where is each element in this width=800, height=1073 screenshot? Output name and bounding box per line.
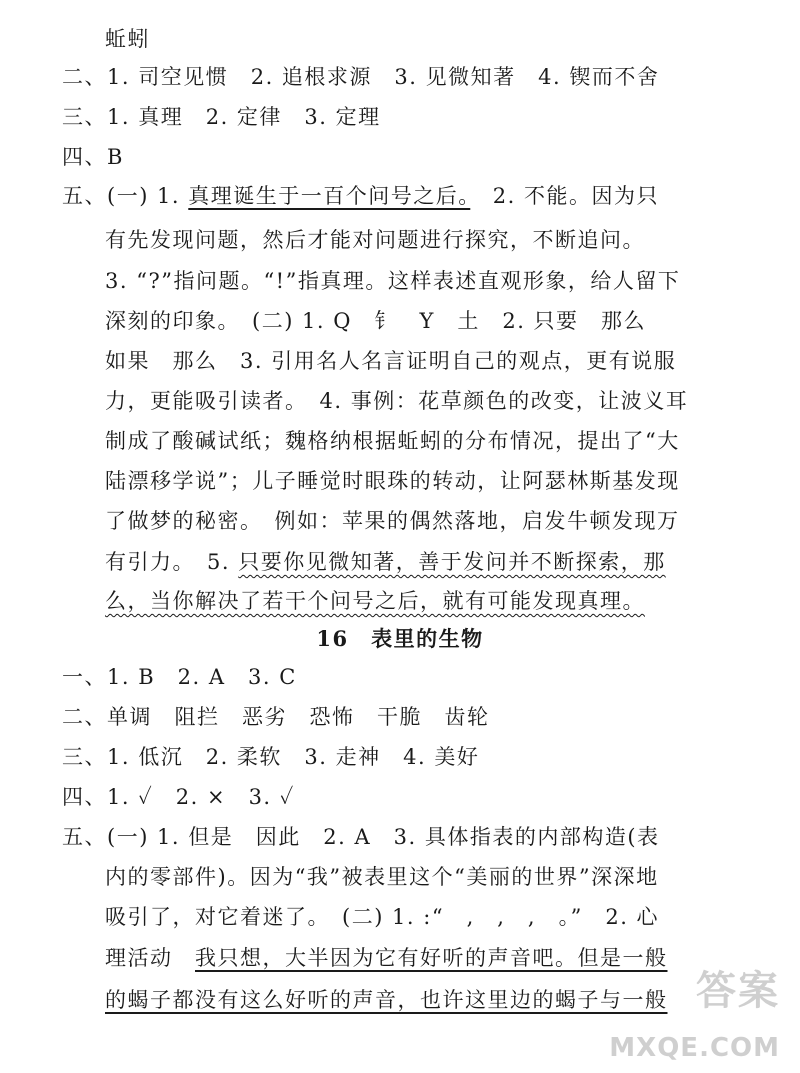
answer-line xyxy=(62,822,660,852)
answer-text: 深刻的印象。 (二) 1. Q 钅 Y 土 2. 只要 那么 xyxy=(105,309,647,333)
answer-line xyxy=(105,225,645,255)
answer-text: 一、1. B 2. A 3. C xyxy=(62,665,297,689)
answer-line xyxy=(105,586,645,616)
answer-text: 陆漂移学说”；儿子睡觉时眼珠的转动，让阿瑟林斯基发现 xyxy=(105,469,680,493)
answer-text: 理活动 xyxy=(105,946,195,970)
answer-line xyxy=(105,266,680,296)
answer-line xyxy=(62,742,479,772)
answer-line xyxy=(62,702,490,732)
answer-text: 四、1. ✓ 2. × 3. ✓ xyxy=(62,785,295,809)
answer-text: 有先发现问题，然后才能对问题进行探究，不断追问。 xyxy=(105,228,645,252)
underlined-answer: 的蝎子都没有这么好听的声音，也许这里边的蝎子与一般 xyxy=(105,988,668,1012)
answer-line xyxy=(105,862,659,892)
watermark-text: 答案 xyxy=(696,968,780,1014)
answer-text: 3. “?”指问题。“!”指真理。这样表述直观形象，给人留下 xyxy=(105,269,681,293)
answer-line xyxy=(105,306,646,336)
answer-text: 如果 那么 3. 引用名人名言证明自己的观点，更有说服 xyxy=(105,349,677,373)
watermark-url: MXQE.COM xyxy=(609,1033,780,1063)
answer-line xyxy=(62,142,124,172)
answer-line xyxy=(105,902,659,932)
answer-line xyxy=(105,386,688,416)
answer-text: 力，更能吸引读者。 4. 事例：花草颜色的改变，让波义耳 xyxy=(105,389,689,413)
underlined-answer: 真理诞生于一百个问号之后。 xyxy=(188,184,471,208)
underlined-answer: 只要你见微知著，善于发问并不断探索，那 xyxy=(238,550,666,574)
answer-text: 二、单调 阻拦 恶劣 恐怖 干脆 齿轮 xyxy=(62,705,490,729)
answer-line xyxy=(105,547,666,577)
answer-line xyxy=(62,62,659,92)
answer-line xyxy=(62,782,295,812)
answer-text: 三、1. 真理 2. 定律 3. 定理 xyxy=(62,105,381,129)
answer-text: 制成了酸碱试纸；魏格纳根据蚯蚓的分布情况，提出了“大 xyxy=(105,429,680,453)
answer-line xyxy=(105,943,668,973)
section-heading: 16 表里的生物 xyxy=(316,626,484,651)
watermark-logo xyxy=(590,959,780,1069)
answer-text: 五、(一) 1. xyxy=(62,184,189,208)
answer-line xyxy=(105,506,680,536)
answer-line xyxy=(105,466,680,496)
answer-text: 三、1. 低沉 2. 柔软 3. 走神 4. 美好 xyxy=(62,745,480,769)
answer-text: 五、(一) 1. 但是 因此 2. A 3. 具体指表的内部构造(表 xyxy=(62,825,660,849)
answer-text: 二、1. 司空见惯 2. 追根求源 3. 见微知著 4. 锲而不舍 xyxy=(62,65,660,89)
answer-text: 蚯蚓 xyxy=(105,27,150,51)
underlined-answer: 么，当你解决了若干个问号之后，就有可能发现真理。 xyxy=(105,589,645,613)
answer-line xyxy=(62,662,297,692)
answer-line xyxy=(105,24,150,54)
underlined-answer: 我只想，大半因为它有好听的声音吧。但是一般 xyxy=(195,946,668,970)
answer-text: 四、B xyxy=(62,145,124,169)
answer-text: 2. 不能。因为只 xyxy=(470,184,659,208)
answer-text: 了做梦的秘密。 例如：苹果的偶然落地，启发牛顿发现万 xyxy=(105,509,680,533)
answer-text: 有引力。 5. xyxy=(105,550,239,574)
answer-line xyxy=(62,102,381,132)
answer-text: 吸引了，对它着迷了。 (二) 1. :“ , , , 。” 2. 心 xyxy=(105,905,660,929)
answer-line xyxy=(105,346,676,376)
answer-line xyxy=(105,985,668,1015)
answer-line xyxy=(105,426,680,456)
answer-line xyxy=(62,181,659,211)
answer-text: 内的零部件)。因为“我”被表里这个“美丽的世界”深深地 xyxy=(105,865,659,889)
